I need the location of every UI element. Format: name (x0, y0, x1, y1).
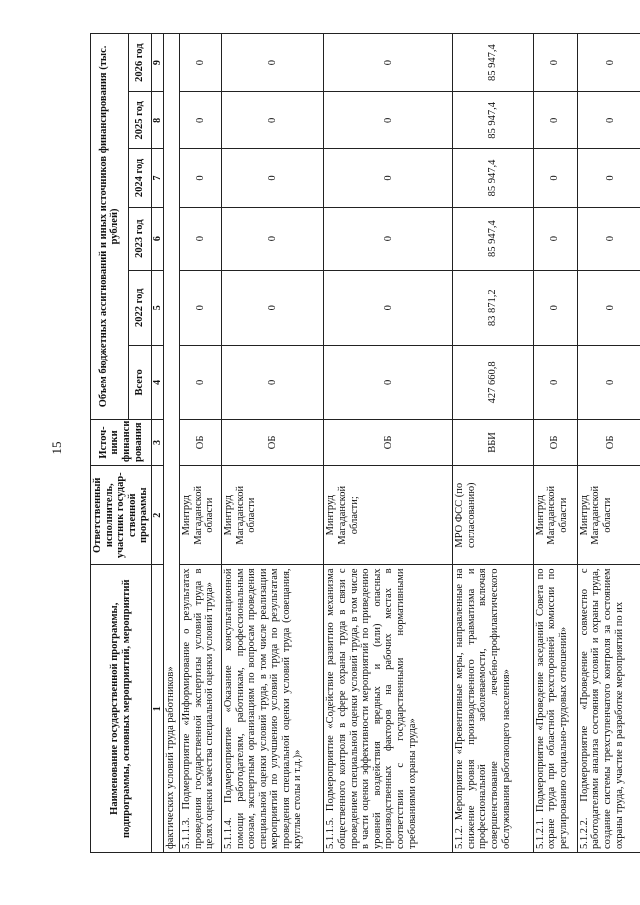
table-row (324, 34, 453, 853)
row-2025: 85 947,4 (453, 92, 533, 149)
row-2024: 0 (180, 149, 222, 207)
row-2023: 0 (533, 207, 577, 270)
row-2024: 0 (533, 149, 577, 207)
row-2024: 0 (577, 149, 640, 207)
row-2026: 0 (533, 34, 577, 92)
col-number-9: 9 (151, 34, 163, 92)
row-name: 5.1.1.5. Подмероприятие «Содействие развитию механизма общественного контроля в сфере охраны труда в связи с проведением специальной оценки условий труда, в том числе в части оценки эффективности мероприятий по приведению уровней воздействия вредных и (или) опасных производственных факторов на рабочих местах в соответствии с государственными нормативными требованиями охраны труда» (324, 565, 453, 853)
row-2023: 0 (180, 207, 222, 270)
row-name: 5.1.2. Мероприятие «Превентивные меры, направленные на снижение уровня производственного травматизма и профессиональной заболеваемости, включая совершенствование лечебно-профилактического обслуживания работающего населения» (453, 565, 533, 853)
row-2023: 0 (577, 207, 640, 270)
table-row (577, 34, 640, 853)
row-2024: 85 947,4 (453, 149, 533, 207)
col-number-1: 1 (151, 565, 163, 853)
row-2026: 0 (577, 34, 640, 92)
row-2025: 0 (577, 92, 640, 149)
row-name: 5.1.1.4. Подмероприятие «Оказание консультационной помощи работодателям, работникам, профессиональным союзам, экспертным организациям по вопросам проведения специальной оценки условий труда, в том числе реализации мероприятий по улучшению условий труда по результатам проведения специальной оценки условий труда (совещания, круглые столы и т.д.)» (221, 565, 323, 853)
row-total: 0 (324, 345, 453, 419)
header-total: Всего (128, 345, 151, 419)
row-2025: 0 (221, 92, 323, 149)
table-row (180, 34, 222, 853)
row-2024: 0 (221, 149, 323, 207)
row-2022: 83 871,2 (453, 270, 533, 345)
row-2022: 0 (533, 270, 577, 345)
row-2022: 0 (324, 270, 453, 345)
row-2023: 0 (324, 207, 453, 270)
row-source: ОБ (180, 419, 222, 465)
row-source: ОБ (324, 419, 453, 465)
row-2025: 0 (180, 92, 222, 149)
col-number-8: 8 (151, 92, 163, 149)
row-2025: 0 (533, 92, 577, 149)
header-year-2025: 2025 год (128, 92, 151, 149)
header-year-2024: 2024 год (128, 149, 151, 207)
row-name: 5.1.2.1. Подмероприятие «Проведение заседаний Совета по охране труда при областной трехсторонней комиссии по регулированию социально-трудовых отношений» (533, 565, 577, 853)
row-2026: 0 (180, 34, 222, 92)
row-total: 0 (180, 345, 222, 419)
table-row (453, 34, 533, 853)
row-total: 0 (221, 345, 323, 419)
continuation-row: фактических условий труда работников» (163, 34, 179, 853)
row-2022: 0 (180, 270, 222, 345)
row-2026: 0 (324, 34, 453, 92)
row-source: ОБ (577, 419, 640, 465)
row-executor: МРО ФСС (по согласованию) (453, 465, 533, 564)
row-2026: 85 947,4 (453, 34, 533, 92)
row-2024: 0 (324, 149, 453, 207)
row-2022: 0 (221, 270, 323, 345)
header-year-2022: 2022 год (128, 270, 151, 345)
header-source: Источ-ники финанси рования (91, 419, 152, 465)
col-number-6: 6 (151, 207, 163, 270)
row-source: ВБИ (453, 419, 533, 465)
row-2023: 85 947,4 (453, 207, 533, 270)
program-funding-table (90, 33, 640, 853)
row-executor: Минтруд Магаданской области (221, 465, 323, 564)
row-2023: 0 (221, 207, 323, 270)
header-executor: Ответственный исполнитель, участник государ-ственной программы (91, 465, 152, 564)
row-total: 0 (533, 345, 577, 419)
row-2025: 0 (324, 92, 453, 149)
row-source: ОБ (221, 419, 323, 465)
row-executor: Минтруд Магаданской области; (324, 465, 453, 564)
col-number-3: 3 (151, 419, 163, 465)
row-2026: 0 (221, 34, 323, 92)
row-name: 5.1.1.3. Подмероприятие «Информирование о результатах проведения государственной экспертизы условий труда в целях оценки качества специальной оценки условий труда» (180, 565, 222, 853)
header-name: Наименование государственной программы, подпрограммы, основных мероприятий, мероприятий (91, 565, 152, 853)
table-container (90, 33, 635, 853)
table-row (533, 34, 577, 853)
col-number-4: 4 (151, 345, 163, 419)
col-number-5: 5 (151, 270, 163, 345)
table-row (221, 34, 323, 853)
row-2022: 0 (577, 270, 640, 345)
row-total: 0 (577, 345, 640, 419)
col-number-7: 7 (151, 149, 163, 207)
row-executor: Минтруд Магаданской области (533, 465, 577, 564)
header-year-2026: 2026 год (128, 34, 151, 92)
row-total: 427 660,8 (453, 345, 533, 419)
row-name: 5.1.2.2. Подмероприятие «Проведение совместно с работодателями анализа состояния условий и охраны труда, создание системы трехступенчатого контроля за состоянием охраны труда, участие в разработке мероприятий по их (577, 565, 640, 853)
header-year-2023: 2023 год (128, 207, 151, 270)
col-number-2: 2 (151, 465, 163, 564)
header-funding: Объем бюджетных ассигнований и иных источников финансирования (тыс. рублей) (91, 34, 129, 420)
row-executor: Минтруд Магаданской области (180, 465, 222, 564)
row-source: ОБ (533, 419, 577, 465)
page-number: 15 (49, 441, 64, 455)
row-executor: Минтруд Магаданской области (577, 465, 640, 564)
